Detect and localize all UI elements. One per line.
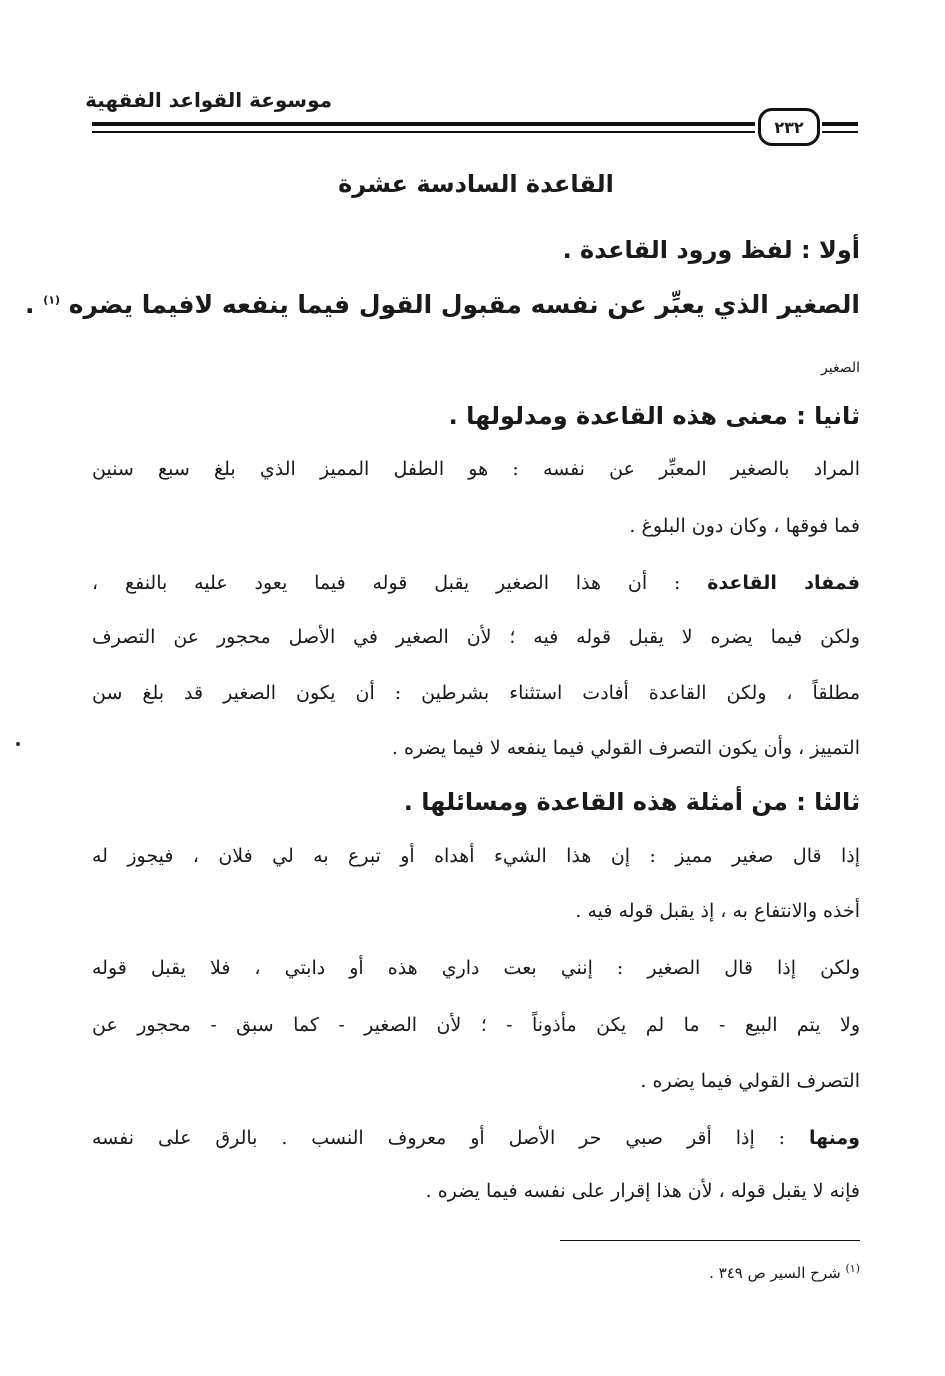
rule-statement (25, 290, 860, 319)
rule-statement-text: الصغير الذي يعبِّر عن نفسه مقبول القول فيما ينفعه لافيما يضره (68, 290, 860, 319)
running-header-title: موسوعة القواعد الفقهية (85, 88, 332, 112)
side-note: الصغير (821, 360, 860, 376)
section-heading-meaning: ثانيا : معنى هذه القاعدة ومدلولها . (448, 402, 860, 430)
rule-statement-end: . (25, 290, 35, 319)
header-rule-thick (92, 122, 755, 126)
paragraph-text: : إذا أقر صبي حر الأصل أو معروف النسب . بالرق على نفسه (92, 1127, 786, 1149)
paragraph-line: ولكن إذا قال الصغير : إنني بعت داري هذه أو دابتي ، فلا يقبل قوله (92, 957, 860, 979)
section-heading-wording: أولا : لفظ ورود القاعدة . (562, 236, 860, 264)
paragraph-line: فإنه لا يقبل قوله ، لأن هذا إقرار على نفسه فيما يضره . (425, 1180, 860, 1202)
paragraph-line (92, 1127, 860, 1149)
paragraph-line: ولا يتم البيع - ما لم يكن مأذوناً - ؛ لأن الصغير - كما سبق - محجور عن (92, 1014, 860, 1036)
paragraph-text: : أن هذا الصغير يقبل قوله فيما يعود عليه بالنفع ، (92, 572, 681, 594)
header-rule-right-thin (822, 131, 858, 133)
paragraph-line: أخذه والانتفاع به ، إذ يقبل قوله فيه . (575, 900, 860, 922)
paragraph-line: إذا قال صغير مميز : إن هذا الشيء أهداه أو تبرع به لي فلان ، فيجوز له (92, 845, 860, 867)
header-rule-right-thick (822, 122, 858, 126)
paragraph-line: التمييز ، وأن يكون التصرف القولي فيما ينفعه لا فيما يضره . (391, 737, 860, 759)
paragraph-line: مطلقاً ، ولكن القاعدة أفادت استثناء بشرطين : أن يكون الصغير قد بلغ سن (92, 682, 860, 704)
footnote-text: شرح السير ص ٣٤٩ . (709, 1264, 841, 1282)
chapter-title: القاعدة السادسة عشرة (338, 170, 614, 198)
paragraph-lead: فمفاد القاعدة (707, 572, 860, 594)
scan-speck (16, 742, 20, 746)
paragraph-line (92, 572, 860, 594)
paragraph-line: فما فوقها ، وكان دون البلوغ . (629, 515, 860, 537)
footnote (92, 1262, 860, 1282)
paragraph-line: المراد بالصغير المعبِّر عن نفسه : هو الطفل المميز الذي بلغ سبع سنين (92, 458, 860, 480)
footnote-separator (560, 1240, 860, 1241)
paragraph-line: التصرف القولي فيما يضره . (640, 1070, 860, 1092)
section-heading-examples: ثالثا : من أمثلة هذه القاعدة ومسائلها . (403, 788, 860, 816)
paragraph-line: ولكن فيما يضره لا يقبل قوله فيه ؛ لأن الصغير في الأصل محجور عن التصرف (92, 626, 860, 648)
paragraph-lead: ومنها (808, 1127, 860, 1149)
header-rule-thin (92, 131, 755, 133)
footnote-marker: (١) (43, 293, 61, 307)
page-number-badge: ٢٣٢ (758, 108, 820, 146)
footnote-number: (١) (845, 1262, 860, 1275)
